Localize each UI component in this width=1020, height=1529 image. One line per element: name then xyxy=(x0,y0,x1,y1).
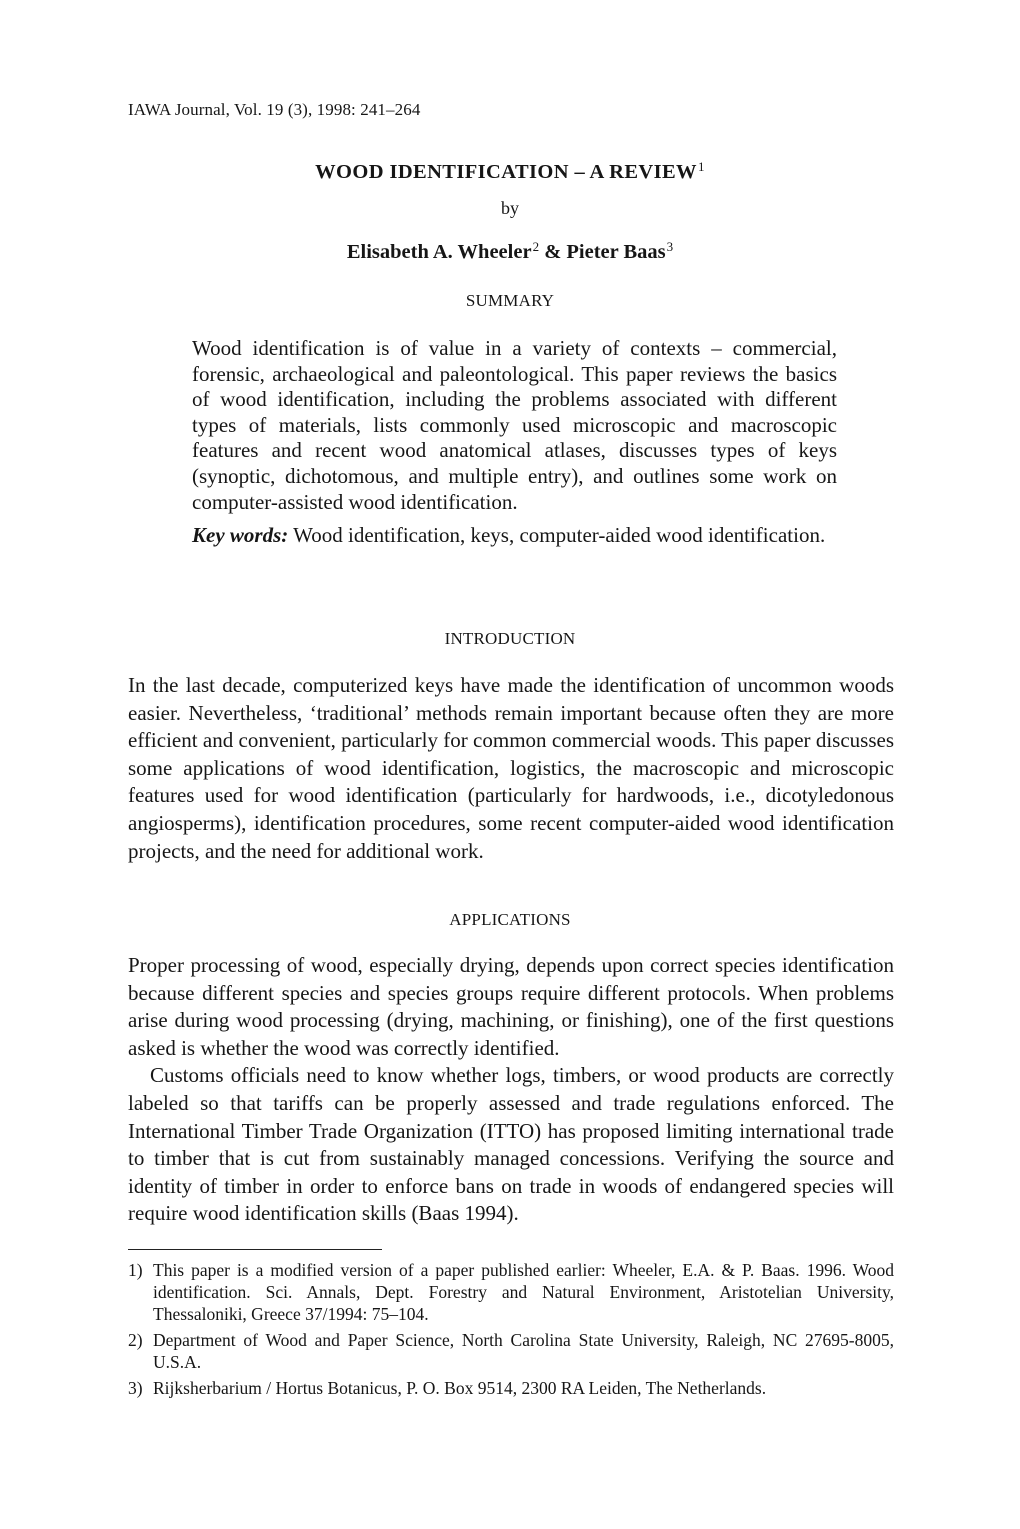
byline: by xyxy=(501,198,519,218)
keywords-label: Key words: xyxy=(192,523,289,548)
footnote-number: 2) xyxy=(128,1330,143,1350)
author-baas-footnote-marker: 3 xyxy=(666,239,674,254)
summary-section xyxy=(192,336,837,549)
footnote-number: 1) xyxy=(128,1260,143,1280)
author-separator: & xyxy=(539,241,567,263)
footnote-text: Rijksherbarium / Hortus Botanicus, P. O. Box 9514, 2300 RA Leiden, The Netherlands. xyxy=(153,1378,767,1398)
summary-heading: SUMMARY xyxy=(465,291,555,310)
authors xyxy=(0,239,1020,264)
article-title-text: WOOD IDENTIFICATION – A REVIEW xyxy=(315,161,697,183)
footnote-text: Department of Wood and Paper Science, North Carolina State University, Raleigh, NC 27695-8005, U.S.A. xyxy=(153,1330,894,1372)
journal-reference: IAWA Journal, Vol. 19 (3), 1998: 241–264 xyxy=(128,100,421,119)
applications-section xyxy=(128,952,894,1228)
applications-paragraph-2: Customs officials need to know whether logs, timbers, or wood products are correctly labeled so that tariffs can be properly assessed and trade regulations enforced. The International Timber Trade Organization (ITTO) has proposed limiting international trade to timber that is cut from sustainably managed concessions. Verifying the source and identity of timber in order to enforce bans on trade in woods of endangered species will require wood identification skills (Baas 1994). xyxy=(128,1063,894,1226)
keywords-text: Wood identification, keys, computer-aided wood identification. xyxy=(288,523,826,548)
footnote-1 xyxy=(128,1259,894,1325)
footnote-number: 3) xyxy=(128,1378,143,1398)
summary-text: Wood identification is of value in a variety of contexts – commercial, forensic, archaeological and paleontological. This paper reviews the basics of wood identification, including the problems associated with different types of materials, lists commonly used microscopic and macroscopic features and recent wood anatomical atlases, discusses types of keys (synoptic, dichotomous, and multiple entry), and outlines some work on computer-assisted wood identification. xyxy=(192,336,837,514)
footnote-divider xyxy=(128,1249,382,1250)
applications-paragraph-1: Proper processing of wood, especially drying, depends upon correct species identification because different species and species groups require different protocols. When problems arise during wood processing (drying, machining, or finishing), one of the first questions asked is whether the wood was correctly identified. xyxy=(128,953,894,1060)
author-wheeler-footnote-marker: 2 xyxy=(532,239,540,254)
footnote-3 xyxy=(128,1377,894,1399)
keywords xyxy=(192,523,837,549)
title-footnote-marker: 1 xyxy=(697,159,705,174)
footnote-2 xyxy=(128,1329,894,1373)
applications-heading: APPLICATIONS xyxy=(449,910,571,929)
article-title xyxy=(0,159,1020,184)
author-baas: Pieter Baas xyxy=(566,241,666,263)
footnotes xyxy=(128,1259,894,1403)
footnote-text: This paper is a modified version of a paper published earlier: Wheeler, E.A. & P. Baas. 1996. Wood identification. Sci. Annals, Dept. Forestry and Natural Environment, Aristotelian University, Thessaloniki, Greece 37/1994: 75–104. xyxy=(153,1260,894,1324)
author-wheeler: Elisabeth A. Wheeler xyxy=(346,241,532,263)
introduction-section xyxy=(128,672,894,865)
introduction-heading: INTRODUCTION xyxy=(444,629,576,648)
introduction-paragraph: In the last decade, computerized keys have made the identification of uncommon woods easier. Nevertheless, ‘traditional’ methods remain important because often they are more efficient and convenient, particularly for common commercial woods. This paper discusses some applications of wood identification, logistics, the macroscopic and microscopic features used for wood identification (particularly for hardwoods, i.e., dicotyledonous angiosperms), identification procedures, some recent computer-aided wood identification projects, and the need for additional work. xyxy=(128,673,894,863)
